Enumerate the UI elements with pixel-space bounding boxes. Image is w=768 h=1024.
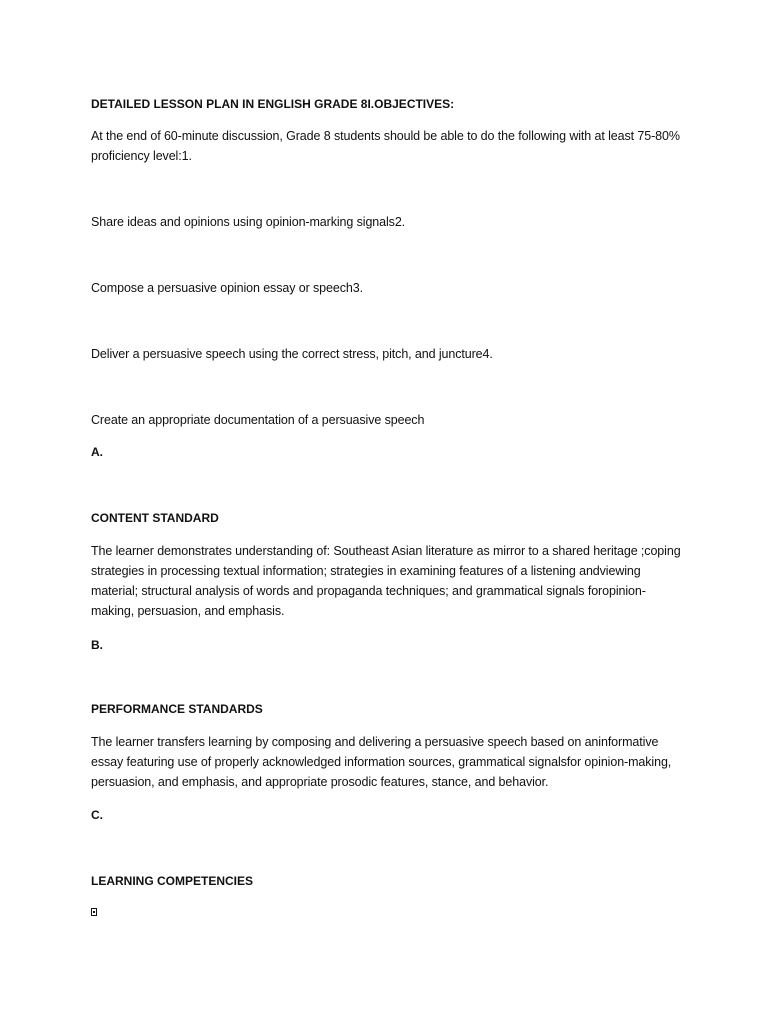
section-marker-c: C. bbox=[91, 808, 103, 822]
content-standard-text: The learner demonstrates understanding of: Southeast Asian literature as mirror to a shared heritage ;coping strategies in processing textual information; strategies in examining features of a listening andviewing material; structural analysis of words and propaganda techniques; and grammatical signals foropinion- making, persuasion, and emphasis. bbox=[91, 544, 681, 618]
section-marker-a: A. bbox=[91, 445, 103, 459]
missing-glyph-icon bbox=[91, 908, 97, 916]
content-standard-heading: CONTENT STANDARD bbox=[91, 511, 219, 525]
performance-standards-heading: PERFORMANCE STANDARDS bbox=[91, 702, 263, 716]
intro-paragraph: At the end of 60-minute discussion, Grade 8 students should be able to do the following with at least 75-80% proficiency level:1. bbox=[91, 129, 680, 163]
section-marker-b: B. bbox=[91, 638, 103, 652]
objective-item-3: Deliver a persuasive speech using the correct stress, pitch, and juncture4. bbox=[91, 347, 493, 361]
objective-item-4: Create an appropriate documentation of a persuasive speech bbox=[91, 413, 425, 427]
learning-competencies-heading: LEARNING COMPETENCIES bbox=[91, 874, 254, 888]
objective-item-2: Compose a persuasive opinion essay or speech3. bbox=[91, 281, 363, 295]
objective-item-1: Share ideas and opinions using opinion-marking signals2. bbox=[91, 215, 406, 229]
performance-standards-text: The learner transfers learning by composing and delivering a persuasive speech based on aninformative essay featuring use of properly acknowledged information sources, grammatical signalsfor opinion-making, persuasion, and emphasis, and appropriate prosodic features, stance, and behavior. bbox=[91, 735, 672, 789]
document-title: DETAILED LESSON PLAN IN ENGLISH GRADE 8I.OBJECTIVES: bbox=[91, 97, 455, 111]
